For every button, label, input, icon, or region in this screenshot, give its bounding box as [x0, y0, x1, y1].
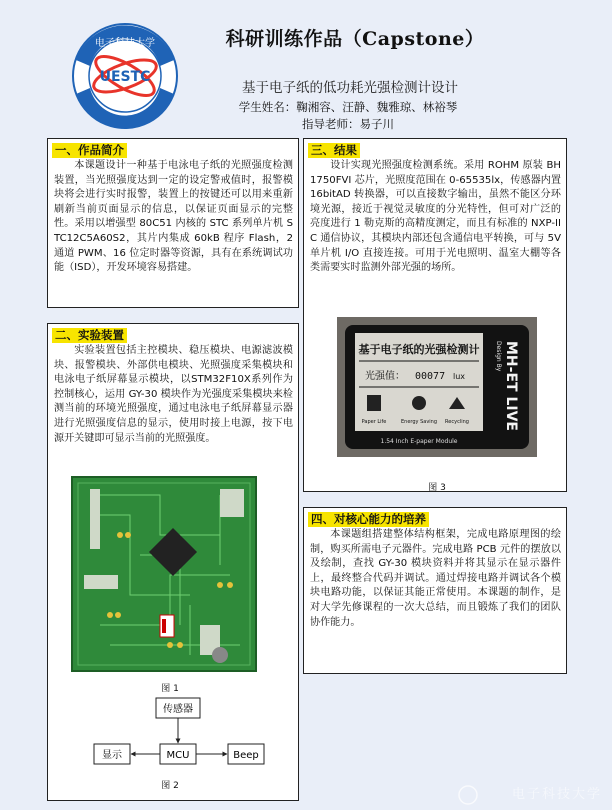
advisor-line: 指导老师：易子川	[302, 117, 394, 131]
watermark-text: 电子科技大学	[511, 787, 602, 802]
section-results-text: 设计实现光照强度检测系统。采用 ROHM 原装 BH1750FVI 芯片，光照度范围在 0-65535lx，传感器内置 16bitAD 转换器，可以直接数字输出，虽然不能区分环境光源，接近于视觉灵敏度的分光特性，但可对广泛的亮度进行 1 勒克斯的高精度测定，而且有标准的 NXP-IIC 通信协议，其模块内部还包含通信电平转换，可与 5V 单片机 I/O 直接连接。可用于光电照明、温室大棚等各类需要实时监测外部光强的场所。	[310, 160, 561, 274]
block-diagram	[78, 696, 278, 776]
epaper-footer: 1.54 Inch E-paper Module	[380, 438, 458, 445]
epaper-screen-title: 基于电子纸的光强检测计	[358, 343, 480, 356]
section-intro-title: 一、作品简介	[52, 143, 127, 158]
icon-label-energy: Energy Saving	[400, 419, 438, 425]
display-label: 显示	[102, 750, 122, 761]
beep-label: Beep	[233, 750, 259, 761]
section-abilities	[303, 507, 567, 674]
university-logo	[66, 22, 184, 130]
fig2-caption: 图 2	[161, 781, 179, 791]
icon-label-paper-life: Paper Life	[361, 419, 387, 425]
fig3-caption: 图 3	[428, 483, 446, 493]
sensor-label: 传感器	[163, 704, 193, 715]
poster-subtitle: 基于电子纸的低功耗光强检测计设计	[242, 80, 458, 96]
students-line: 学生姓名：鞠湘容、汪静、魏雅琼、林裕琴	[238, 100, 458, 114]
authors-block	[218, 99, 478, 133]
epaper-design-by: Design By	[495, 341, 502, 372]
section-results-title: 三、结果	[308, 143, 360, 158]
section-apparatus-title: 二、实验装置	[52, 328, 127, 343]
poster-title: 科研训练作品（Capstone）	[225, 28, 485, 50]
section-apparatus-text: 实验装置包括主控模块、稳压模块、电源滤波模块、报警模块、外部供电模块、光照强度采集模块和电泳电子纸屏幕显示模块，以STM32F10X系列作为控制核心，运用 GY-30 模块作为光强度采集模块来检测当前的环境光照强度，通过电泳电子纸屏幕显示器进行光照强度信息的显示，使用时接上电源，按下电源开关键即可显示当前的光照强度。	[54, 345, 293, 444]
section-apparatus	[47, 323, 299, 801]
epaper-photo	[337, 317, 537, 457]
section-intro-text: 本课题设计一种基于电泳电子纸的光照强度检测装置，当光照强度达到一定的设定警戒值时，报警模块将会进行实时报警，装置上的按键还可以用来重新刷新当前页面显示的信息，以保证页面显示的完整性。采用以增强型 80C51 内核的 STC 系列单片机 STC12C5A60S2，其片内集成 60kB 程序 Flash，2通道 PWM、16 位定时器等资源，具有在系统调试功能（ISD），开发环境容易搭建。	[54, 160, 293, 274]
section-abilities-text: 本课题组搭建整体结构框架，完成电路原理图的绘制，购买所需电子元器件。完成电路 PCB 元件的摆放以及绘制，查找 GY-30 模块资料并将其显示在显示器件上，最终整合代码并调试。通过焊接电路并调试各个模块电路功能，以保证其能正常使用。本课题的制作，是对大学先修课程的一次大总结，而且锻炼了我们的团队协作能力。	[310, 529, 561, 628]
epaper-reading-value: 00077	[415, 371, 446, 382]
epaper-unit: lux	[453, 372, 466, 381]
section-results	[303, 138, 567, 492]
icon-label-recycling: Recycling	[445, 419, 469, 425]
logo-text: UESTC	[99, 69, 151, 85]
logo-motto: 电子科技大学	[95, 38, 155, 49]
mcu-label: MCU	[166, 750, 190, 761]
paper-life-icon	[367, 395, 381, 411]
fig1-caption: 图 1	[161, 684, 179, 694]
energy-saving-icon	[412, 396, 426, 410]
pcb-image	[70, 475, 258, 673]
section-abilities-title: 四、对核心能力的培养	[308, 512, 429, 527]
epaper-brand: MH-ET LIVE	[503, 341, 519, 431]
epaper-reading-label: 光强值：	[365, 371, 405, 382]
section-intro	[47, 138, 299, 308]
